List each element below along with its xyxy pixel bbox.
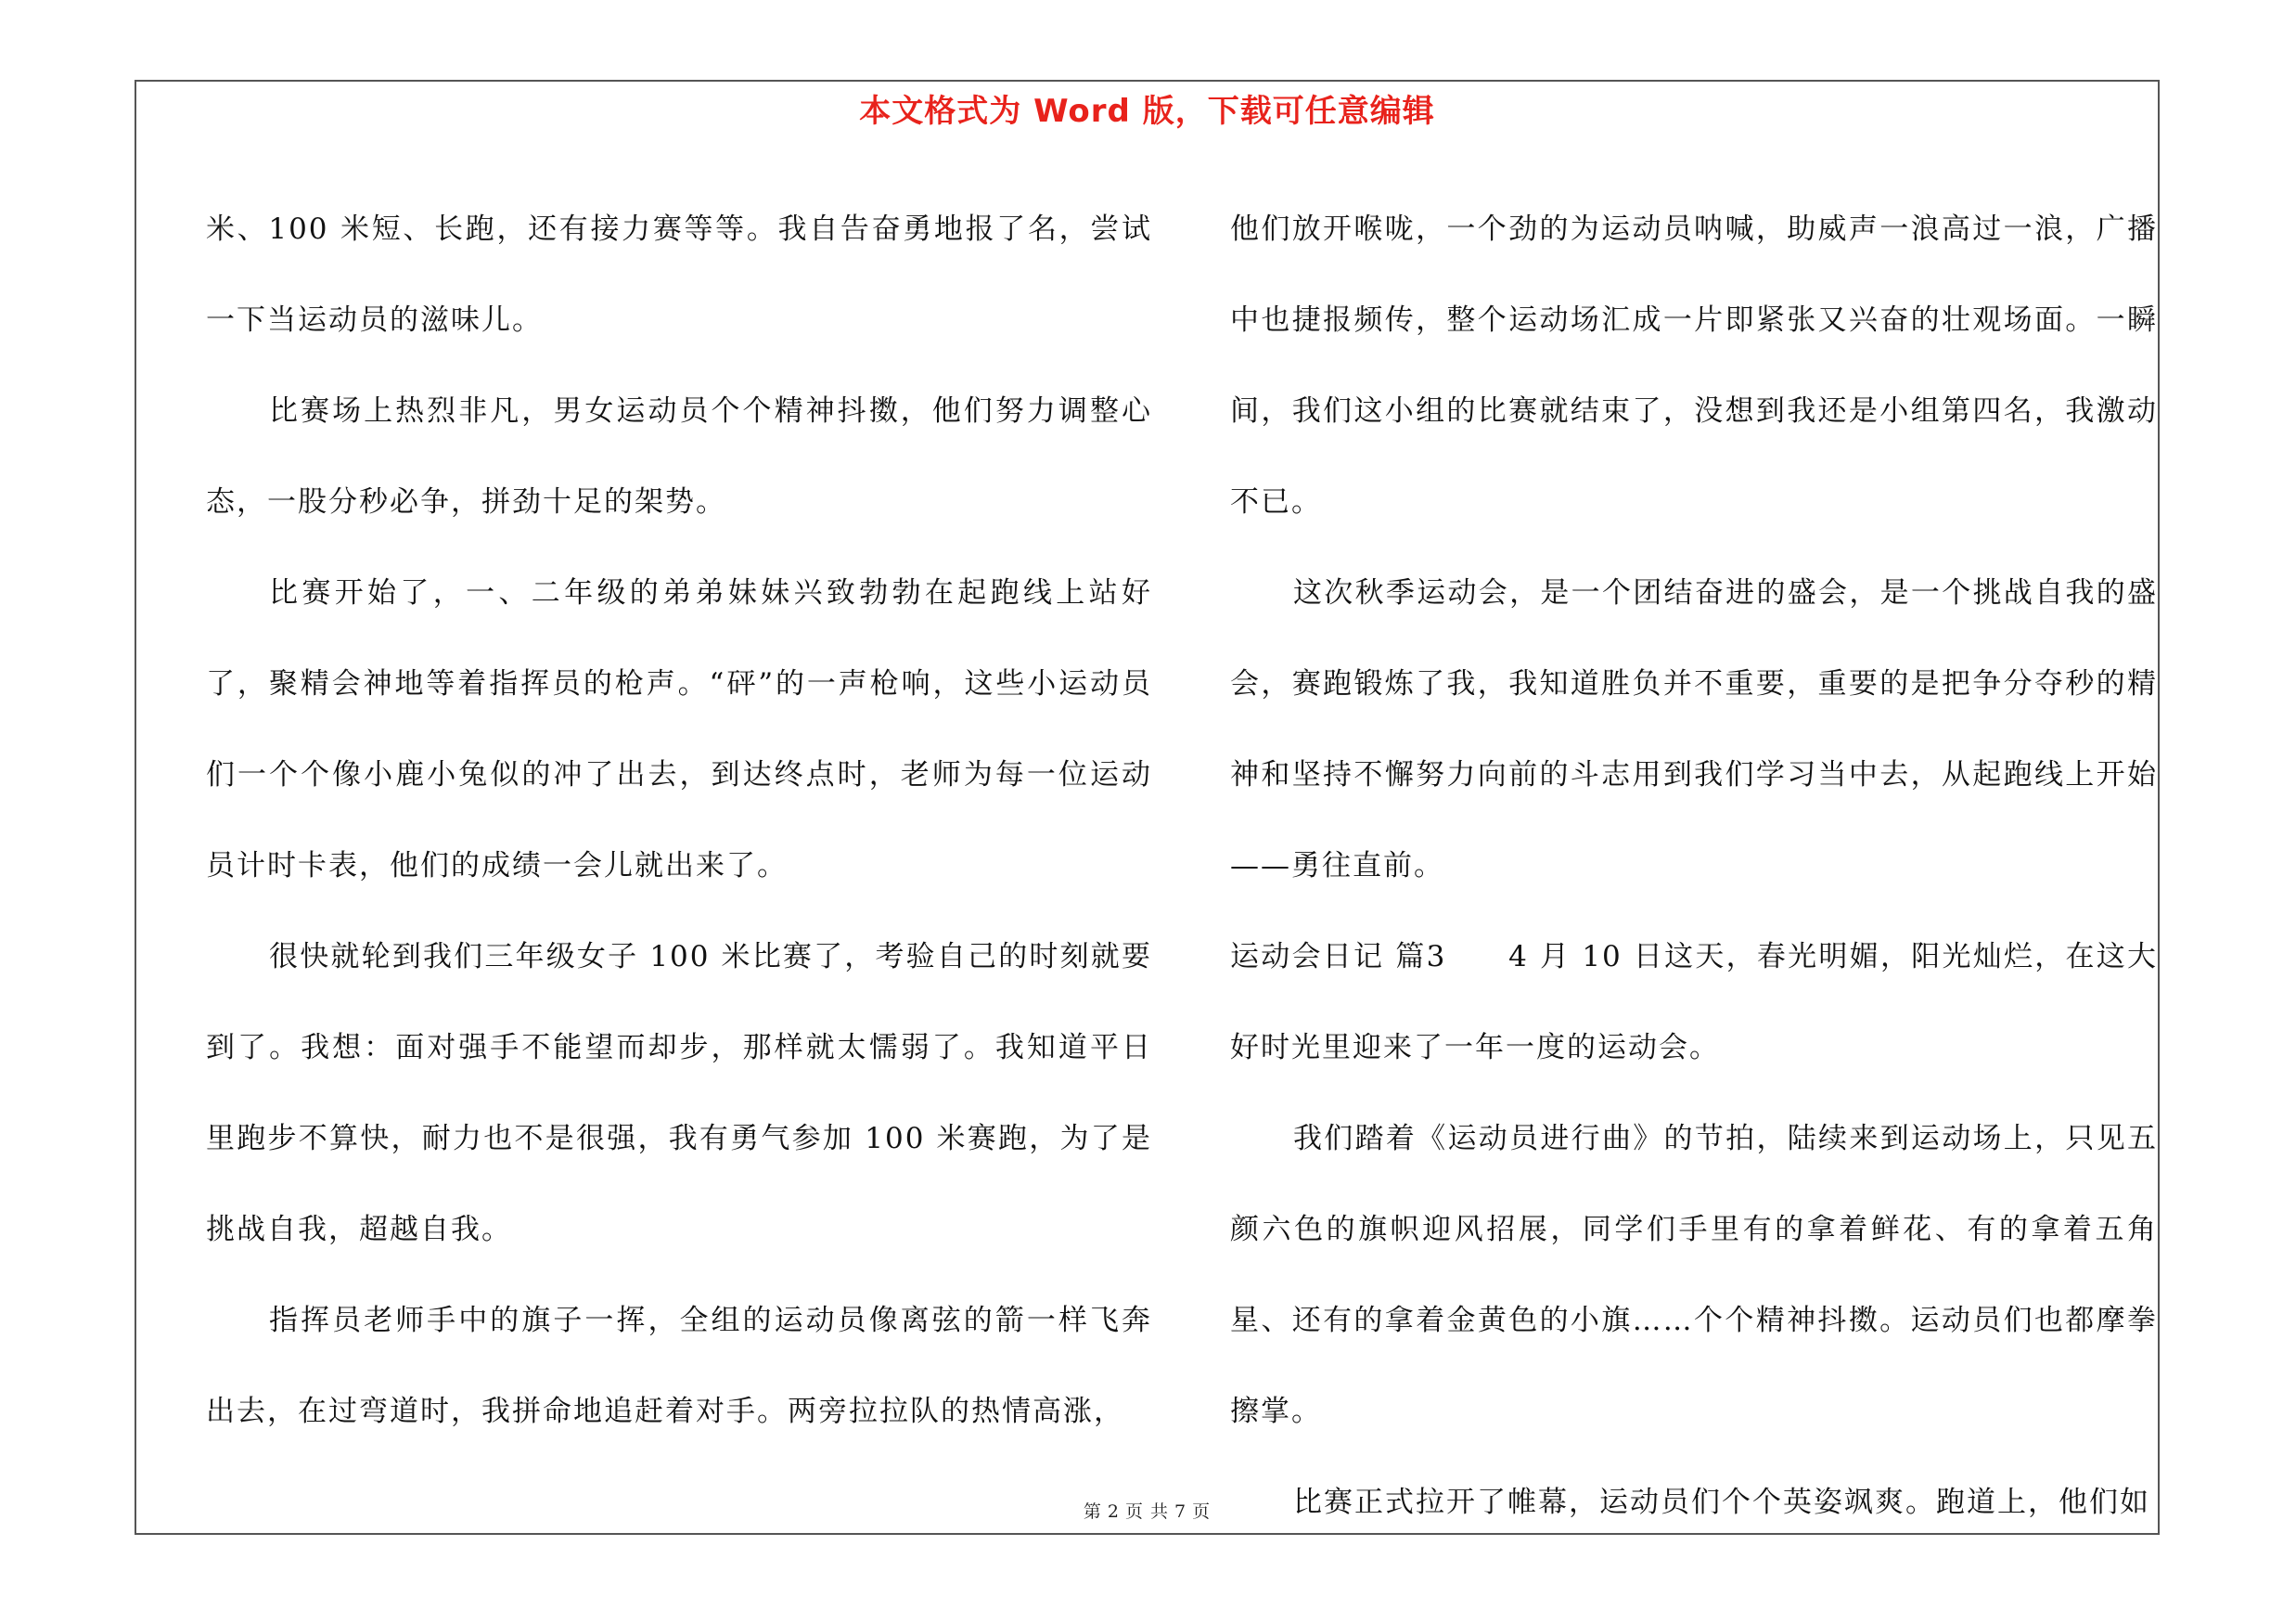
paragraph: 很快就轮到我们三年级女子 100 米比赛了，考验自己的时刻就要到了。我想：面对强手不能望而却步，那样就太懦弱了。我知道平日里跑步不算快，耐力也不是很强，我有勇气参加 100 米赛跑，为了是挑战自我，超越自我。 — [206, 940, 1152, 1246]
section-heading-paragraph: 运动会日记 篇3 4 月 10 日这天，春光明媚，阳光灿烂，在这大好时光里迎来了一年一度的运动会。 — [1230, 940, 2158, 1064]
left-column — [206, 184, 1152, 1457]
format-banner: 本文格式为 Word 版，下载可任意编辑 — [859, 93, 1435, 130]
right-column — [1230, 184, 2158, 1548]
page-number-footer — [135, 1498, 2160, 1523]
paragraph: 比赛开始了，一、二年级的弟弟妹妹兴致勃勃在起跑线上站好了，聚精会神地等着指挥员的枪声。“砰”的一声枪响，这些小运动员们一个个像小鹿小兔似的冲了出去，到达终点时，老师为每一位运动员计时卡表，他们的成绩一会儿就出来了。 — [206, 576, 1152, 882]
paragraph: 米、100 米短、长跑，还有接力赛等等。我自告奋勇地报了名，尝试一下当运动员的滋味儿。 — [206, 213, 1152, 337]
footer-prefix: 第 — [1083, 1501, 1102, 1522]
total-page-number: 7 — [1174, 1501, 1187, 1522]
paragraph: 他们放开喉咙，一个劲的为运动员呐喊，助威声一浪高过一浪，广播中也捷报频传，整个运动场汇成一片即紧张又兴奋的壮观场面。一瞬间，我们这小组的比赛就结束了，没想到我还是小组第四名，我激动不已。 — [1230, 213, 2158, 519]
paragraph: 比赛场上热烈非凡，男女运动员个个精神抖擞，他们努力调整心态，一股分秒必争，拼劲十足的架势。 — [206, 394, 1152, 519]
footer-suffix: 页 — [1192, 1501, 1212, 1522]
footer-middle: 页 共 — [1124, 1501, 1170, 1522]
paragraph: 指挥员老师手中的旗子一挥，全组的运动员像离弦的箭一样飞奔出去，在过弯道时，我拼命地追赶着对手。两旁拉拉队的热情高涨， — [206, 1304, 1152, 1428]
paragraph: 我们踏着《运动员进行曲》的节拍，陆续来到运动场上，只见五颜六色的旗帜迎风招展，同学们手里有的拿着鲜花、有的拿着五角星、还有的拿着金黄色的小旗……个个精神抖擞。运动员们也都摩拳擦掌。 — [1230, 1122, 2158, 1428]
paragraph: 这次秋季运动会，是一个团结奋进的盛会，是一个挑战自我的盛会，赛跑锻炼了我，我知道胜负并不重要，重要的是把争分夺秒的精神和坚持不懈努力向前的斗志用到我们学习当中去，从起跑线上开始——勇往直前。 — [1230, 576, 2158, 882]
current-page-number: 2 — [1107, 1501, 1120, 1522]
paragraph: 比赛正式拉开了帷幕，运动员们个个英姿飒爽。跑道上，他们如 — [1293, 1486, 2150, 1519]
